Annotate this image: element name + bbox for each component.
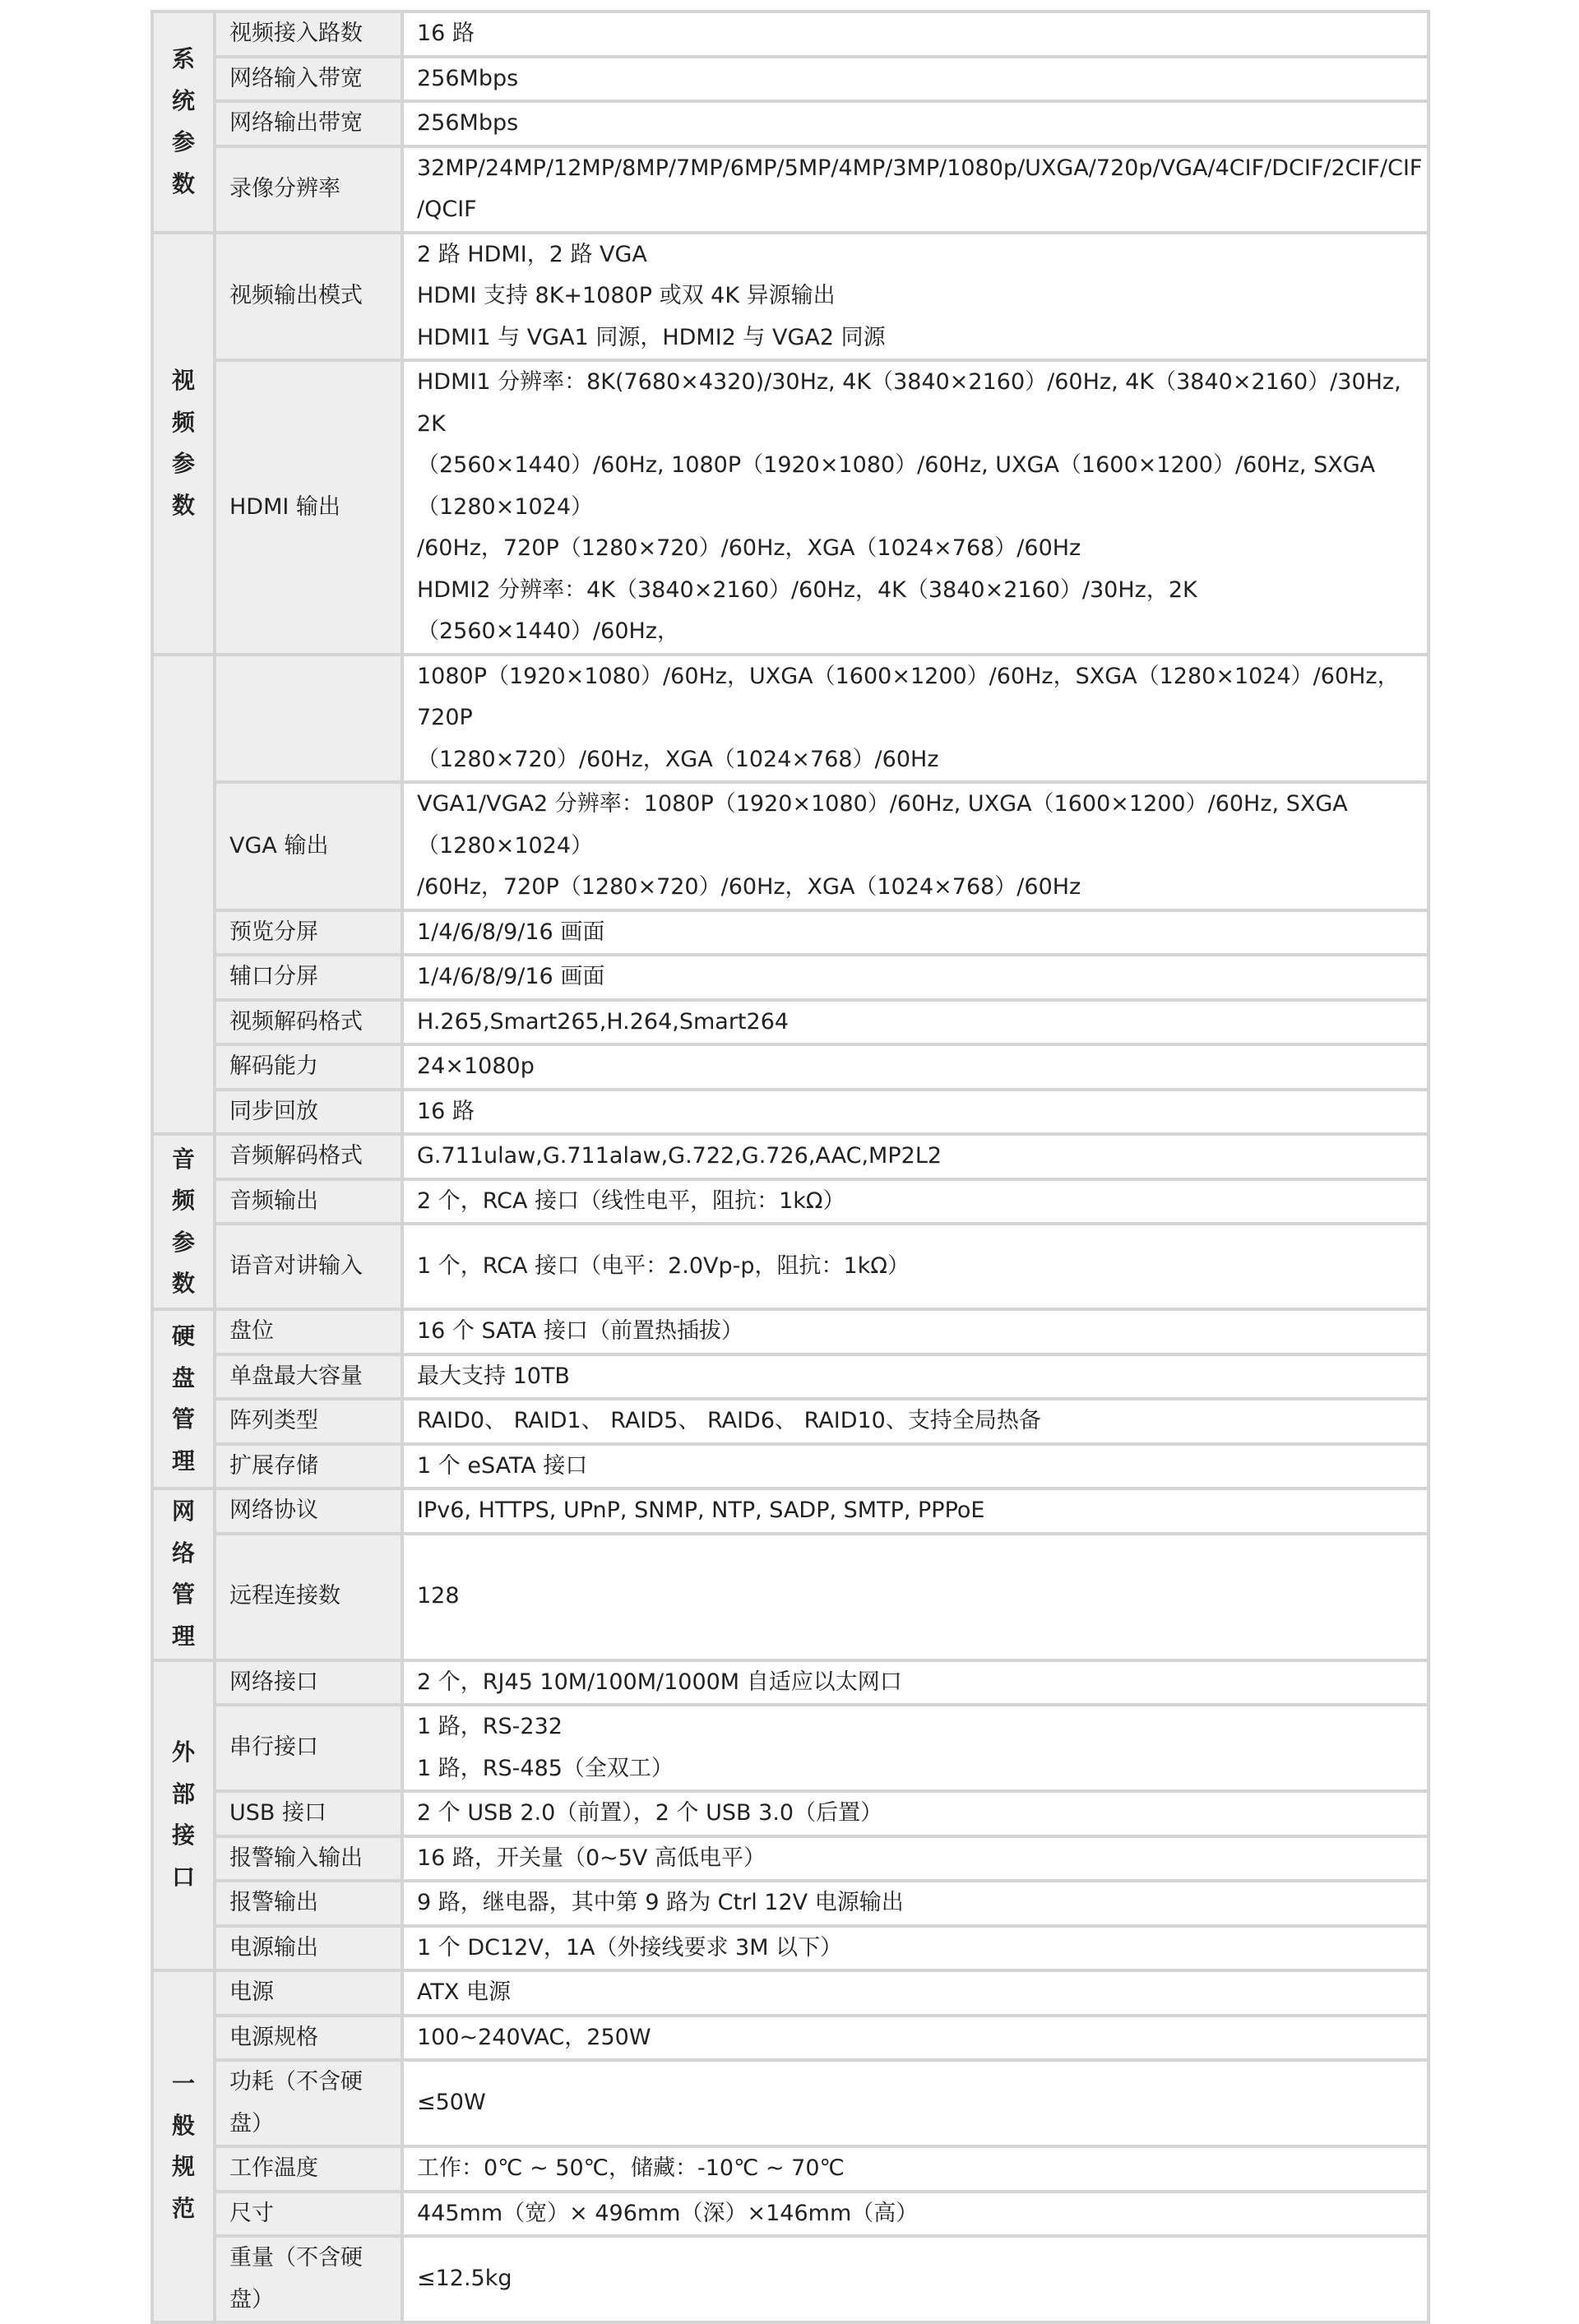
spec-row bbox=[152, 2016, 1429, 2061]
category-cell bbox=[152, 12, 215, 233]
spec-value-line: 256Mbps bbox=[417, 65, 519, 91]
spec-value bbox=[402, 1705, 1429, 1791]
spec-value bbox=[402, 1044, 1429, 1090]
spec-value bbox=[402, 146, 1429, 233]
spec-row bbox=[152, 233, 1429, 361]
spec-label: 语音对讲输入 bbox=[215, 1224, 402, 1309]
spec-row bbox=[152, 2192, 1429, 2237]
spec-value bbox=[402, 57, 1429, 102]
spec-label: 功耗（不含硬盘） bbox=[215, 2060, 402, 2146]
spec-value-line: RAID0、 RAID1、 RAID5、 RAID6、 RAID10、支持全局热备 bbox=[417, 1408, 1041, 1433]
spec-row bbox=[152, 146, 1429, 233]
spec-label: 串行接口 bbox=[215, 1705, 402, 1791]
spec-row bbox=[152, 1970, 1429, 2016]
spec-label: 扩展存储 bbox=[215, 1444, 402, 1489]
spec-label: 单盘最大容量 bbox=[215, 1354, 402, 1400]
spec-row bbox=[152, 1134, 1429, 1179]
spec-value bbox=[402, 1836, 1429, 1882]
spec-value-line: 1/4/6/8/9/16 画面 bbox=[417, 964, 605, 989]
spec-label: 远程连接数 bbox=[215, 1534, 402, 1660]
spec-row bbox=[152, 1000, 1429, 1045]
spec-row bbox=[152, 1179, 1429, 1224]
spec-value-line: 1080P（1920×1080）/60Hz，UXGA（1600×1200）/60Hz，SXGA（1280×1024）/60Hz，720P bbox=[417, 663, 1400, 730]
category-label: 音 频 参 数 bbox=[171, 1145, 195, 1297]
spec-value-line: ≤12.5kg bbox=[417, 2266, 512, 2292]
category-cell bbox=[152, 1660, 215, 1971]
spec-label: 辅口分屏 bbox=[215, 955, 402, 1000]
spec-label: 阵列类型 bbox=[215, 1399, 402, 1444]
spec-label: 解码能力 bbox=[215, 1044, 402, 1090]
spec-label: 视频解码格式 bbox=[215, 1000, 402, 1045]
spec-value-line: ≤50W bbox=[417, 2090, 486, 2116]
spec-value-line: 1 个 eSATA 接口 bbox=[417, 1452, 588, 1479]
category-cell bbox=[152, 1970, 215, 2322]
spec-value bbox=[402, 1791, 1429, 1836]
spec-value-line: 16 路，开关量（0~5V 高低电平） bbox=[417, 1845, 766, 1871]
spec-value bbox=[402, 955, 1429, 1000]
spec-label: 工作温度 bbox=[215, 2146, 402, 2192]
spec-value-line: 128 bbox=[417, 1583, 460, 1609]
spec-value-line: 2 个，RJ45 10M/100M/1000M 自适应以太网口 bbox=[417, 1669, 902, 1695]
spec-value bbox=[402, 1970, 1429, 2016]
spec-row bbox=[152, 1881, 1429, 1926]
spec-label: 预览分屏 bbox=[215, 910, 402, 956]
category-cell bbox=[152, 1488, 215, 1660]
spec-table bbox=[150, 10, 1430, 2324]
spec-value bbox=[402, 1488, 1429, 1534]
spec-row bbox=[152, 1488, 1429, 1534]
spec-label: 网络接口 bbox=[215, 1660, 402, 1706]
spec-value-line: 1 个 DC12V，1A（外接线要求 3M 以下） bbox=[417, 1934, 843, 1961]
spec-value-line: 100~240VAC，250W bbox=[417, 2024, 651, 2050]
spec-row bbox=[152, 1354, 1429, 1400]
spec-value bbox=[402, 1926, 1429, 1971]
spec-value bbox=[402, 2192, 1429, 2237]
spec-value-line: H.265,Smart265,H.264,Smart264 bbox=[417, 1008, 790, 1035]
category-label: 系 统 参 数 bbox=[171, 45, 195, 197]
spec-row bbox=[152, 1836, 1429, 1882]
spec-value-line: 9 路，继电器，其中第 9 路为 Ctrl 12V 电源输出 bbox=[417, 1890, 904, 1915]
spec-label: HDMI 输出 bbox=[215, 360, 402, 655]
spec-value bbox=[402, 1090, 1429, 1135]
spec-label: 网络输出带宽 bbox=[215, 101, 402, 146]
spec-label: 报警输出 bbox=[215, 1881, 402, 1926]
spec-row bbox=[152, 1534, 1429, 1660]
spec-value bbox=[402, 1000, 1429, 1045]
spec-value-line: HDMI1 分辨率：8K(7680×4320)/30Hz, 4K（3840×2160）/60Hz, 4K（3840×2160）/30Hz, 2K bbox=[417, 369, 1401, 437]
category-cell bbox=[152, 1134, 215, 1309]
spec-label: 录像分辨率 bbox=[215, 146, 402, 233]
spec-label: 盘位 bbox=[215, 1309, 402, 1354]
spec-label: 报警输入输出 bbox=[215, 1836, 402, 1882]
spec-value bbox=[402, 1881, 1429, 1926]
spec-value-line: 1 个，RCA 接口（电平：2.0Vp-p，阻抗：1kΩ） bbox=[417, 1252, 910, 1279]
spec-row bbox=[152, 360, 1429, 655]
spec-value-line: 1 路，RS-485（全双工） bbox=[417, 1755, 674, 1781]
spec-value-line: 工作：0℃ ~ 50℃，储藏：-10℃ ~ 70℃ bbox=[417, 2155, 845, 2181]
spec-value bbox=[402, 1354, 1429, 1400]
spec-value-line: 16 路 bbox=[417, 1098, 475, 1124]
spec-label: 电源 bbox=[215, 1970, 402, 2016]
spec-label: 网络输入带宽 bbox=[215, 57, 402, 102]
spec-row bbox=[152, 2236, 1429, 2322]
spec-row bbox=[152, 2146, 1429, 2192]
spec-value-line: 16 路 bbox=[417, 21, 475, 46]
spec-value-line: （2560×1440）/60Hz, 1080P（1920×1080）/60Hz, UXGA（1600×1200）/60Hz, SXGA（1280×1024） bbox=[417, 452, 1376, 520]
spec-label: VGA 输出 bbox=[215, 782, 402, 910]
spec-label: 同步回放 bbox=[215, 1090, 402, 1135]
spec-row bbox=[152, 1090, 1429, 1135]
spec-value bbox=[402, 2146, 1429, 2192]
category-label: 硬 盘 管 理 bbox=[171, 1322, 195, 1474]
spec-label: 电源规格 bbox=[215, 2016, 402, 2061]
spec-row bbox=[152, 655, 1429, 783]
spec-row bbox=[152, 1309, 1429, 1354]
spec-value-line: HDMI1 与 VGA1 同源，HDMI2 与 VGA2 同源 bbox=[417, 324, 886, 350]
spec-value-line: 最大支持 10TB bbox=[417, 1363, 570, 1389]
category-label: 网 络 管 理 bbox=[171, 1498, 195, 1650]
spec-value bbox=[402, 1309, 1429, 1354]
spec-value bbox=[402, 655, 1429, 783]
spec-value-line: （1280×720）/60Hz，XGA（1024×768）/60Hz bbox=[417, 746, 939, 772]
spec-label bbox=[215, 655, 402, 783]
spec-value-line: 256Mbps bbox=[417, 110, 519, 136]
spec-value-line: G.711ulaw,G.711alaw,G.722,G.726,AAC,MP2L2 bbox=[417, 1143, 942, 1169]
spec-value-line: 2 个，RCA 接口（线性电平，阻抗：1kΩ） bbox=[417, 1187, 845, 1214]
spec-row bbox=[152, 910, 1429, 956]
spec-value bbox=[402, 1660, 1429, 1706]
spec-label: 网络协议 bbox=[215, 1488, 402, 1534]
spec-value bbox=[402, 1399, 1429, 1444]
spec-row bbox=[152, 2060, 1429, 2146]
category-cell bbox=[152, 1309, 215, 1488]
spec-value bbox=[402, 1134, 1429, 1179]
spec-label: 视频输出模式 bbox=[215, 233, 402, 361]
spec-value bbox=[402, 2236, 1429, 2322]
spec-value-line: 16 个 SATA 接口（前置热插拔） bbox=[417, 1318, 743, 1344]
spec-row bbox=[152, 1224, 1429, 1309]
spec-value-line: 2 个 USB 2.0（前置），2 个 USB 3.0（后置） bbox=[417, 1800, 883, 1826]
spec-value bbox=[402, 2060, 1429, 2146]
spec-row bbox=[152, 1705, 1429, 1791]
spec-value-line: HDMI 支持 8K+1080P 或双 4K 异源输出 bbox=[417, 283, 836, 308]
spec-row bbox=[152, 1444, 1429, 1489]
spec-value bbox=[402, 12, 1429, 57]
spec-value bbox=[402, 1534, 1429, 1660]
spec-value bbox=[402, 360, 1429, 655]
spec-value bbox=[402, 2016, 1429, 2061]
spec-value-line: ATX 电源 bbox=[417, 1979, 511, 2005]
category-cell bbox=[152, 233, 215, 655]
spec-value-line: 24×1080p bbox=[417, 1053, 535, 1079]
spec-label: 重量（不含硬盘） bbox=[215, 2236, 402, 2322]
spec-value bbox=[402, 1179, 1429, 1224]
category-cell bbox=[152, 655, 215, 1135]
spec-value-line: /60Hz，720P（1280×720）/60Hz，XGA（1024×768）/60Hz bbox=[417, 535, 1081, 561]
spec-label: 音频输出 bbox=[215, 1179, 402, 1224]
spec-label: 视频接入路数 bbox=[215, 12, 402, 57]
spec-row bbox=[152, 1926, 1429, 1971]
spec-label: 电源输出 bbox=[215, 1926, 402, 1971]
spec-value-line: HDMI2 分辨率：4K（3840×2160）/60Hz，4K（3840×2160）/30Hz，2K（2560×1440）/60Hz， bbox=[417, 576, 1197, 644]
spec-table-body bbox=[152, 12, 1429, 2322]
spec-row bbox=[152, 101, 1429, 146]
category-label: 外 部 接 口 bbox=[171, 1738, 195, 1891]
spec-row bbox=[152, 1791, 1429, 1836]
spec-value-line: 32MP/24MP/12MP/8MP/7MP/6MP/5MP/4MP/3MP/1080p/UXGA/720p/VGA/4CIF/DCIF/2CIF/CIF bbox=[417, 155, 1423, 181]
spec-value bbox=[402, 101, 1429, 146]
spec-value-line: 445mm（宽）× 496mm（深）×146mm（高） bbox=[417, 2200, 919, 2226]
spec-value bbox=[402, 1224, 1429, 1309]
category-label: 一 般 规 范 bbox=[171, 2070, 195, 2222]
spec-row bbox=[152, 1660, 1429, 1706]
category-label: 视 频 参 数 bbox=[171, 367, 195, 519]
spec-row bbox=[152, 1399, 1429, 1444]
spec-row bbox=[152, 57, 1429, 102]
spec-value-line: /QCIF bbox=[417, 197, 477, 222]
spec-value-line: VGA1/VGA2 分辨率：1080P（1920×1080）/60Hz, UXGA（1600×1200）/60Hz, SXGA（1280×1024） bbox=[417, 791, 1348, 859]
spec-value-line: /60Hz，720P（1280×720）/60Hz，XGA（1024×768）/60Hz bbox=[417, 874, 1081, 900]
spec-value-line: 1/4/6/8/9/16 画面 bbox=[417, 919, 605, 945]
spec-row bbox=[152, 782, 1429, 910]
spec-row bbox=[152, 955, 1429, 1000]
spec-label: USB 接口 bbox=[215, 1791, 402, 1836]
spec-value bbox=[402, 910, 1429, 956]
spec-value bbox=[402, 1444, 1429, 1489]
spec-value-line: IPv6, HTTPS, UPnP, SNMP, NTP, SADP, SMTP, PPPoE bbox=[417, 1498, 985, 1523]
spec-label: 尺寸 bbox=[215, 2192, 402, 2237]
spec-row bbox=[152, 1044, 1429, 1090]
spec-value bbox=[402, 233, 1429, 361]
spec-label: 音频解码格式 bbox=[215, 1134, 402, 1179]
spec-value-line: 2 路 HDMI，2 路 VGA bbox=[417, 241, 647, 267]
spec-row bbox=[152, 12, 1429, 57]
spec-value bbox=[402, 782, 1429, 910]
spec-value-line: 1 路，RS-232 bbox=[417, 1714, 563, 1739]
